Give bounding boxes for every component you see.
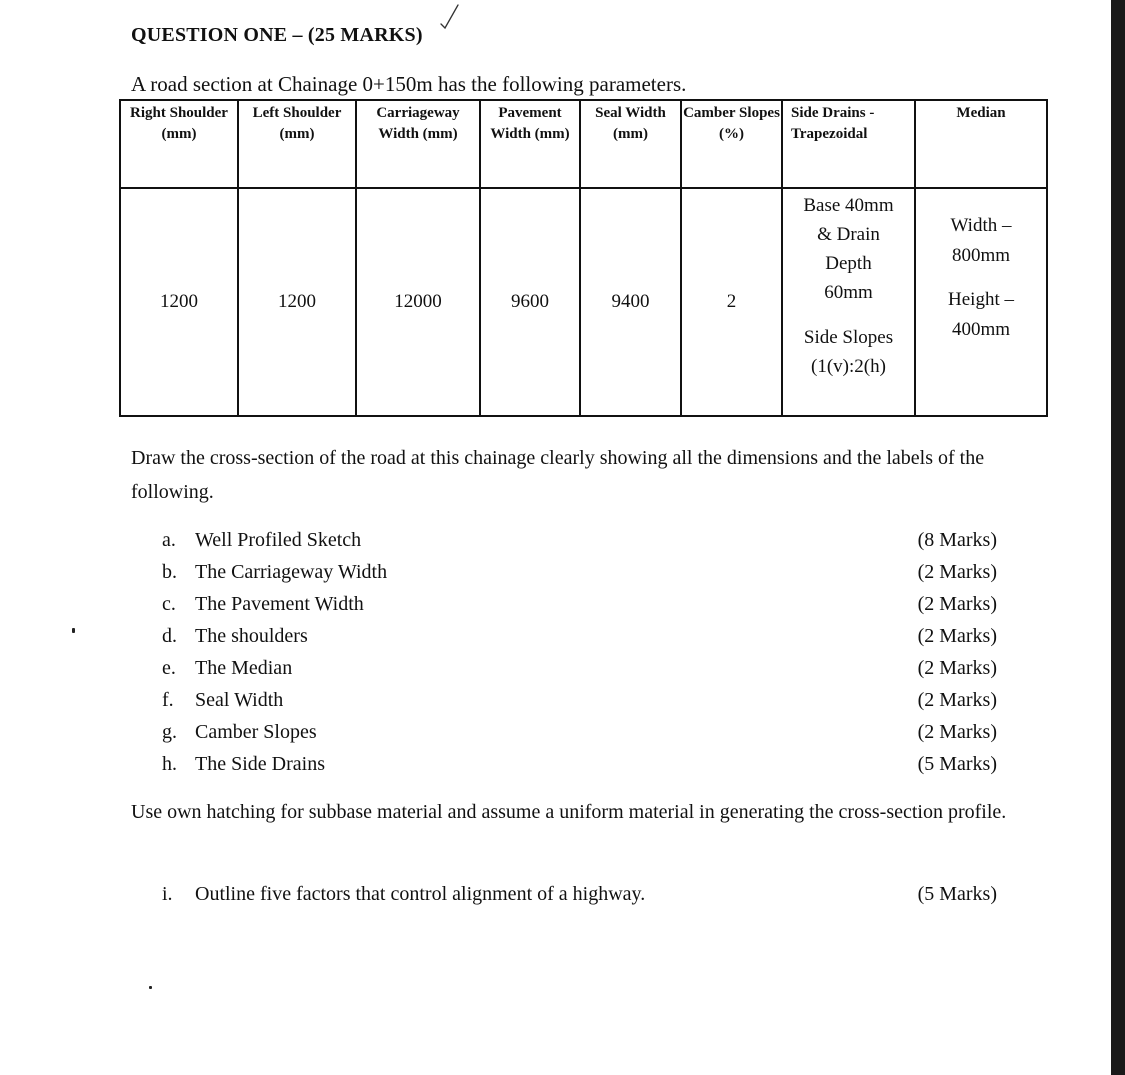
- item-text: Camber Slopes: [195, 721, 317, 743]
- median-line: 400mm: [951, 319, 1011, 340]
- side-drains-line: Side Slopes: [803, 327, 894, 348]
- side-drains-line: 60mm: [824, 282, 873, 303]
- item-marks: (5 Marks): [917, 883, 997, 905]
- side-drains-line: Depth: [825, 253, 872, 274]
- list-item: [162, 588, 997, 620]
- list-item: [162, 524, 997, 556]
- table-header-row: [120, 100, 1047, 188]
- item-text: Outline five factors that control alignment of a highway.: [195, 883, 646, 905]
- item-letter: e.: [162, 657, 176, 679]
- parameters-table: [119, 99, 1048, 417]
- question-title: QUESTION ONE – (25 MARKS): [131, 24, 423, 46]
- side-drains-line: (1(v):2(h): [811, 356, 886, 377]
- list-item: [162, 620, 997, 652]
- value-side-drains: [782, 188, 915, 416]
- item-text: Seal Width: [195, 689, 284, 711]
- item-letter: b.: [162, 561, 177, 583]
- header-right-shoulder: Right Shoulder (mm): [120, 100, 238, 188]
- window-edge: [1111, 0, 1125, 1075]
- value-median: [915, 188, 1047, 416]
- item-marks: (2 Marks): [917, 625, 997, 647]
- item-text: The shoulders: [195, 625, 308, 647]
- check-mark-icon: [438, 2, 462, 32]
- header-side-drains: Side Drains - Trapezoidal: [782, 100, 915, 188]
- item-marks: (2 Marks): [917, 593, 997, 615]
- median-line: Height –: [948, 289, 1014, 310]
- header-pavement-width: Pavement Width (mm): [480, 100, 580, 188]
- intro-text: A road section at Chainage 0+150m has the following parameters.: [131, 72, 687, 96]
- item-letter: g.: [162, 721, 177, 743]
- header-camber-slopes: Camber Slopes (%): [681, 100, 782, 188]
- list-item: [162, 748, 997, 780]
- question-i: [162, 878, 997, 910]
- stray-mark: [72, 628, 75, 633]
- item-letter: c.: [162, 593, 176, 615]
- marks-list: [162, 524, 997, 780]
- table-values-row: [120, 188, 1047, 416]
- value-camber-slopes: 2: [681, 188, 782, 416]
- header-median: Median: [915, 100, 1047, 188]
- value-left-shoulder: 1200: [238, 188, 356, 416]
- value-carriageway-width: 12000: [356, 188, 480, 416]
- side-drains-line: Base 40mm: [803, 195, 894, 216]
- list-item: [162, 716, 997, 748]
- side-drains-line: & Drain: [817, 224, 880, 245]
- item-marks: (2 Marks): [917, 721, 997, 743]
- item-marks: (2 Marks): [917, 561, 997, 583]
- header-seal-width: Seal Width (mm): [580, 100, 681, 188]
- list-item: [162, 556, 997, 588]
- item-marks: (8 Marks): [917, 529, 997, 551]
- item-letter: i.: [162, 883, 173, 905]
- median-line: Width –: [950, 215, 1012, 236]
- item-letter: d.: [162, 625, 177, 647]
- item-marks: (2 Marks): [917, 689, 997, 711]
- item-text: Well Profiled Sketch: [195, 529, 362, 551]
- value-right-shoulder: 1200: [120, 188, 238, 416]
- value-seal-width: 9400: [580, 188, 681, 416]
- item-letter: h.: [162, 753, 177, 775]
- item-text: The Carriageway Width: [195, 561, 388, 583]
- instruction-text: Draw the cross-section of the road at this chainage clearly showing all the dimensions and the labels of the following.: [131, 447, 985, 503]
- item-text: The Side Drains: [195, 753, 325, 775]
- value-pavement-width: 9600: [480, 188, 580, 416]
- median-line: 800mm: [951, 245, 1011, 266]
- item-letter: a.: [162, 529, 176, 551]
- header-carriageway-width: Carriageway Width (mm): [356, 100, 480, 188]
- hatching-note: Use own hatching for subbase material and assume a uniform material in generating the cross-section profile.: [131, 801, 1007, 823]
- item-marks: (5 Marks): [917, 753, 997, 775]
- list-item: [162, 652, 997, 684]
- header-left-shoulder: Left Shoulder (mm): [238, 100, 356, 188]
- item-marks: (2 Marks): [917, 657, 997, 679]
- item-text: The Pavement Width: [195, 593, 364, 615]
- stray-mark: [149, 986, 152, 989]
- list-item: [162, 684, 997, 716]
- item-text: The Median: [195, 657, 293, 679]
- item-letter: f.: [162, 689, 174, 711]
